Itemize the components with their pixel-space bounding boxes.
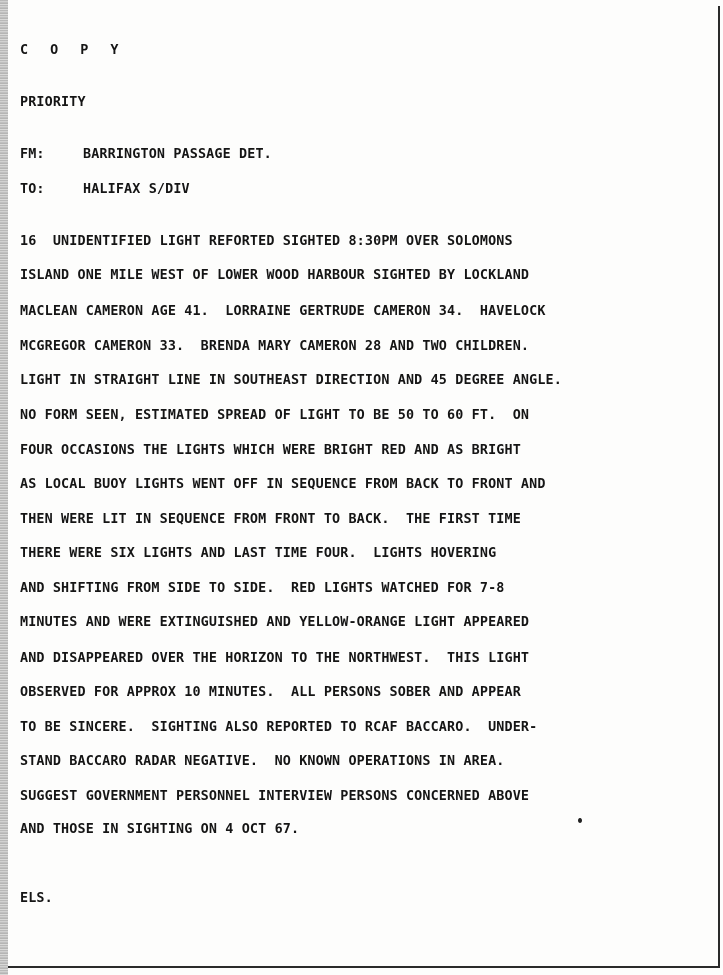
body-line: STAND BACCARO RADAR NEGATIVE. NO KNOWN OPERATIONS IN AREA. bbox=[20, 754, 505, 769]
page-bottom-border bbox=[8, 966, 720, 968]
to-value: HALIFAX S/DIV bbox=[83, 182, 190, 197]
priority-label: PRIORITY bbox=[20, 95, 86, 110]
body-line: AND SHIFTING FROM SIDE TO SIDE. RED LIGHTS WATCHED FOR 7-8 bbox=[20, 581, 505, 596]
body-line: MCGREGOR CAMERON 33. BRENDA MARY CAMERON 28 AND TWO CHILDREN. bbox=[20, 339, 530, 354]
body-line: 16 UNIDENTIFIED LIGHT REFORTED SIGHTED 8:30PM OVER SOLOMONS bbox=[20, 234, 513, 249]
body-line: FOUR OCCASIONS THE LIGHTS WHICH WERE BRIGHT RED AND AS BRIGHT bbox=[20, 443, 521, 458]
body-line: AS LOCAL BUOY LIGHTS WENT OFF IN SEQUENCE FROM BACK TO FRONT AND bbox=[20, 477, 546, 492]
body-line: ISLAND ONE MILE WEST OF LOWER WOOD HARBOUR SIGHTED BY LOCKLAND bbox=[20, 268, 530, 283]
body-line: LIGHT IN STRAIGHT LINE IN SOUTHEAST DIRECTION AND 45 DEGREE ANGLE. bbox=[20, 373, 562, 388]
body-line: TO BE SINCERE. SIGHTING ALSO REPORTED TO RCAF BACCARO. UNDER- bbox=[20, 720, 538, 735]
from-label: FM: bbox=[20, 147, 45, 162]
body-line: OBSERVED FOR APPROX 10 MINUTES. ALL PERSONS SOBER AND APPEAR bbox=[20, 685, 521, 700]
body-line: THEN WERE LIT IN SEQUENCE FROM FRONT TO BACK. THE FIRST TIME bbox=[20, 512, 521, 527]
from-value: BARRINGTON PASSAGE DET. bbox=[83, 147, 272, 162]
from-line bbox=[20, 147, 272, 163]
copy-label: C O P Y bbox=[20, 43, 126, 58]
body-line: THERE WERE SIX LIGHTS AND LAST TIME FOUR. LIGHTS HOVERING bbox=[20, 546, 497, 561]
body-line: NO FORM SEEN, ESTIMATED SPREAD OF LIGHT TO BE 50 TO 60 FT. ON bbox=[20, 408, 530, 423]
page-right-border bbox=[718, 6, 720, 968]
body-line: SUGGEST GOVERNMENT PERSONNEL INTERVIEW PERSONS CONCERNED ABOVE bbox=[20, 789, 530, 804]
body-line: AND DISAPPEARED OVER THE HORIZON TO THE NORTHWEST. THIS LIGHT bbox=[20, 651, 530, 666]
signoff-initials: ELS. bbox=[20, 891, 53, 906]
body-line: MACLEAN CAMERON AGE 41. LORRAINE GERTRUDE CAMERON 34. HAVELOCK bbox=[20, 304, 546, 319]
to-label: TO: bbox=[20, 182, 45, 197]
body-line: MINUTES AND WERE EXTINGUISHED AND YELLOW-ORANGE LIGHT APPEARED bbox=[20, 615, 530, 630]
body-line: AND THOSE IN SIGHTING ON 4 OCT 67. bbox=[20, 822, 300, 837]
ink-speck bbox=[578, 818, 582, 823]
to-line bbox=[20, 182, 190, 198]
